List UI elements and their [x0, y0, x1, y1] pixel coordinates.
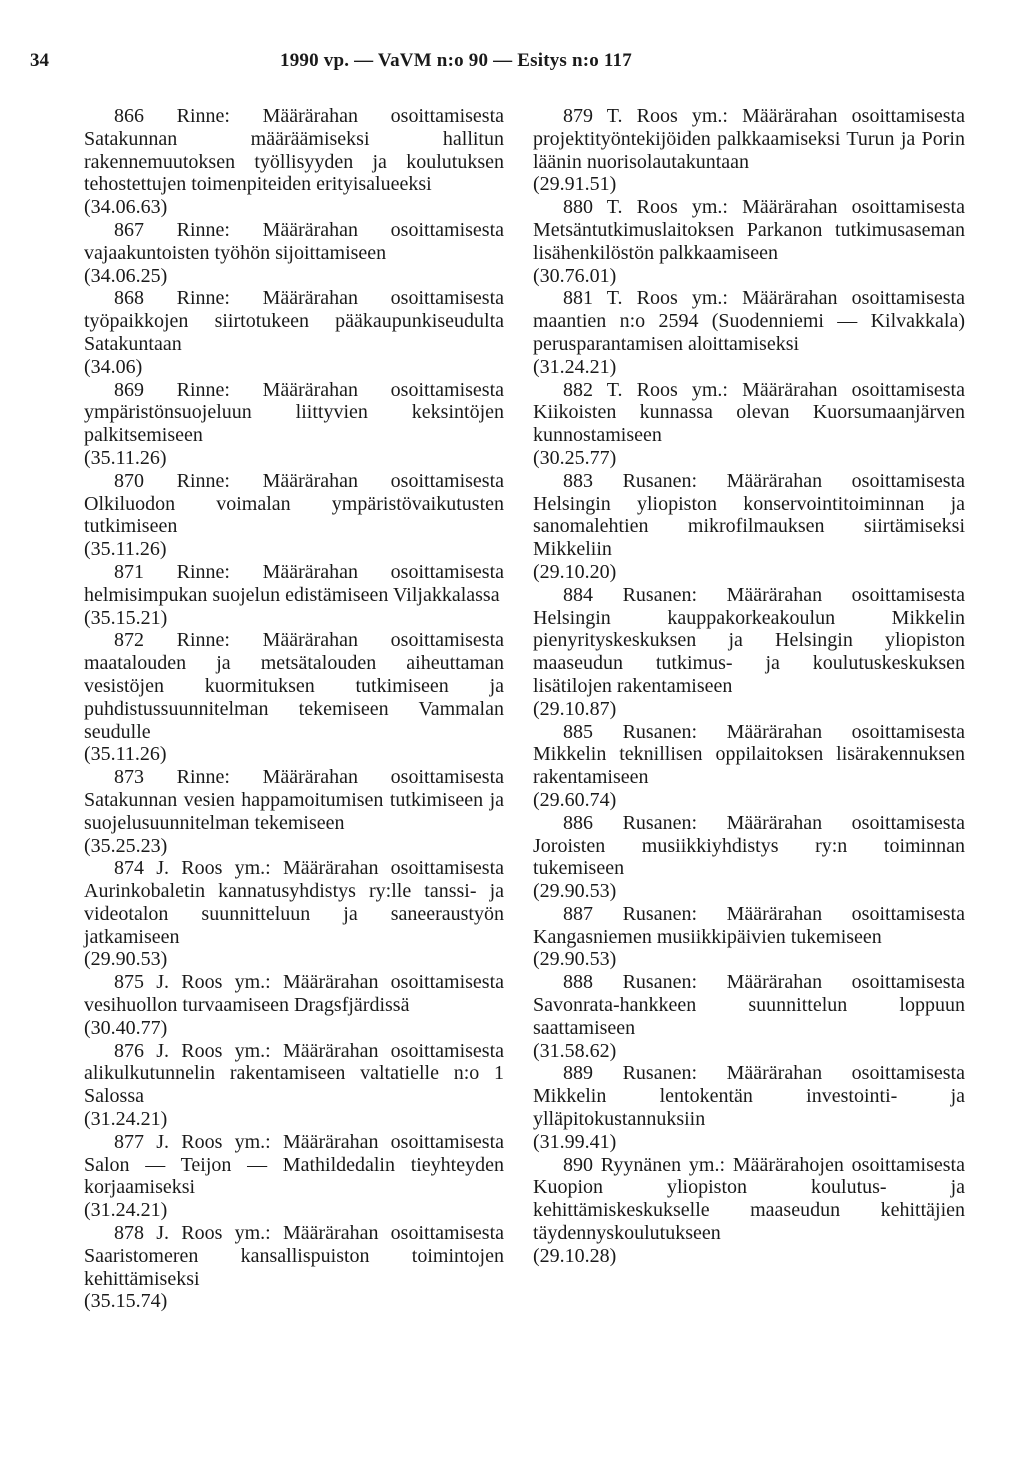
running-title: 1990 vp. — VaVM n:o 90 — Esitys n:o 117 [280, 50, 632, 71]
motion-entry [84, 470, 504, 561]
motion-entry [84, 857, 504, 971]
motion-text: 869 Rinne: Määrärahan osoittamisesta ympäristönsuojeluun liittyvien keksintöjen palkitsemiseen [84, 378, 504, 447]
motion-text: 881 T. Roos ym.: Määrärahan osoittamisesta maantien n:o 2594 (Suodenniemi — Kilvakkala) perusparantamisen aloittamiseksi [533, 287, 965, 355]
motion-entry [533, 287, 965, 378]
motion-text: 868 Rinne: Määrärahan osoittamisesta työpaikkojen siirtotukeen pääkaupunkiseudulta Satakuntaan [84, 287, 504, 355]
budget-reference: (29.10.87) [533, 697, 617, 720]
page-number: 34 [30, 50, 49, 71]
right-column [533, 105, 965, 1268]
budget-reference: (34.06) [84, 355, 143, 378]
budget-reference: (30.25.77) [533, 446, 617, 469]
motion-entry [84, 561, 504, 629]
motion-entry [533, 1062, 965, 1153]
motion-text: 880 T. Roos ym.: Määrärahan osoittamisesta Metsäntutkimuslaitoksen Parkanon tutkimusaseman lisähenkilöstön palkkaamiseen [533, 196, 965, 264]
motion-entry [84, 971, 504, 1039]
budget-reference: (30.40.77) [84, 1016, 168, 1039]
motion-text: 871 Rinne: Määrärahan osoittamisesta helmisimpukan suojelun edistämiseen Viljakkalassa [84, 560, 504, 606]
motion-text: 884 Rusanen: Määrärahan osoittamisesta Helsingin kauppakorkeakoulun Mikkelin pienyrityskeskuksen ja Helsingin yliopiston maaseudun tutkimus- ja koulutuskeskuksen lisätilojen rakentamiseen [533, 583, 965, 697]
budget-reference: (31.24.21) [84, 1108, 168, 1131]
motion-entry [533, 470, 965, 584]
motion-text: 885 Rusanen: Määrärahan osoittamisesta Mikkelin teknillisen oppilaitoksen lisärakennuksen rakentamiseen [533, 720, 965, 789]
motion-entry [533, 903, 965, 971]
motion-text: 886 Rusanen: Määrärahan osoittamisesta Joroisten musiikkiyhdistys ry:n toiminnan tukemiseen [533, 811, 965, 880]
budget-reference: (31.24.21) [533, 355, 617, 378]
motion-entry [84, 287, 504, 378]
budget-reference: (30.76.01) [533, 264, 617, 287]
motion-text: 888 Rusanen: Määrärahan osoittamisesta Savonrata-hankkeen suunnittelun loppuun saattamiseen [533, 971, 965, 1039]
motion-entry [84, 219, 504, 287]
budget-reference: (29.60.74) [533, 788, 617, 811]
budget-reference: (29.90.53) [533, 948, 617, 971]
budget-reference: (29.90.53) [533, 880, 617, 903]
motion-entry [84, 1131, 504, 1222]
budget-reference: (35.11.26) [84, 743, 167, 766]
motion-entry [84, 1222, 504, 1313]
motion-text: 876 J. Roos ym.: Määrärahan osoittamisesta alikulkutunnelin rakentamiseen valtatielle n:o 1 Salossa [84, 1039, 504, 1108]
budget-reference: (35.15.21) [84, 606, 168, 629]
motion-entry [84, 379, 504, 470]
budget-reference: (34.06.25) [84, 264, 168, 287]
motion-text: 872 Rinne: Määrärahan osoittamisesta maatalouden ja metsätalouden aiheuttaman vesistöjen kuormituksen tutkimiseen ja puhdistussuunnitelman tekemiseen Vammalan seudulle [84, 629, 504, 743]
budget-reference: (35.15.74) [84, 1290, 168, 1313]
budget-reference: (34.06.63) [84, 196, 168, 219]
motion-entry [533, 971, 965, 1062]
budget-reference: (29.90.53) [84, 948, 168, 971]
left-column [84, 105, 504, 1313]
motion-text: 875 J. Roos ym.: Määrärahan osoittamisesta vesihuollon turvaamiseen Dragsfjärdissä [84, 971, 504, 1017]
motion-text: 879 T. Roos ym.: Määrärahan osoittamisesta projektityöntekijöiden palkkaamiseksi Turun ja Porin läänin nuorisolautakuntaan [533, 105, 965, 173]
budget-reference: (29.10.20) [533, 560, 617, 583]
motion-entry [533, 105, 965, 196]
budget-reference: (35.11.26) [84, 446, 167, 469]
motion-entry [533, 812, 965, 903]
motion-text: 889 Rusanen: Määrärahan osoittamisesta Mikkelin lentokentän investointi- ja ylläpitokustannuksiin [533, 1062, 965, 1131]
motion-text: 882 T. Roos ym.: Määrärahan osoittamisesta Kiikoisten kunnassa olevan Kuorsumaanjärven kunnostamiseen [533, 378, 965, 447]
motion-entry [84, 105, 504, 219]
motion-text: 883 Rusanen: Määrärahan osoittamisesta Helsingin yliopiston konservointitoiminnan ja sanomalehtien mikrofilmauksen siirtämiseksi Mikkeliin [533, 469, 965, 561]
motion-text: 866 Rinne: Määrärahan osoittamisesta Satakunnan määräämiseksi hallitun rakennemuutoksen työllisyyden ja koulutuksen tehostettujen toimenpiteiden erityisalueeksi [84, 105, 504, 196]
motion-text: 887 Rusanen: Määrärahan osoittamisesta Kangasniemen musiikkipäivien tukemiseen [533, 902, 965, 948]
budget-reference: (29.91.51) [533, 173, 617, 196]
budget-reference: (35.25.23) [84, 834, 168, 857]
motion-text: 874 J. Roos ym.: Määrärahan osoittamisesta Aurinkobaletin kannatusyhdistys ry:lle tanssi- ja videotalon suunnitteluun ja saneeraustyön jatkamiseen [84, 857, 504, 948]
budget-reference: (35.11.26) [84, 538, 167, 561]
motion-entry [533, 584, 965, 721]
budget-reference: (31.24.21) [84, 1199, 168, 1222]
motion-text: 870 Rinne: Määrärahan osoittamisesta Olkiluodon voimalan ympäristövaikutusten tutkimiseen [84, 469, 504, 538]
motion-text: 878 J. Roos ym.: Määrärahan osoittamisesta Saaristomeren kansallispuiston toimintojen kehittämiseksi [84, 1222, 504, 1290]
motion-text: 873 Rinne: Määrärahan osoittamisesta Satakunnan vesien happamoitumisen tutkimiseen ja suojelusuunnitelman tekemiseen [84, 766, 504, 834]
motion-text: 867 Rinne: Määrärahan osoittamisesta vajaakuntoisten työhön sijoittamiseen [84, 218, 504, 264]
motion-entry [533, 721, 965, 812]
budget-reference: (29.10.28) [533, 1244, 617, 1267]
motion-entry [533, 196, 965, 287]
motion-entry [84, 629, 504, 766]
motion-entry [533, 1154, 965, 1268]
page-header [30, 50, 994, 80]
motion-text: 877 J. Roos ym.: Määrärahan osoittamisesta Salon — Teijon — Mathildedalin tieyhteyden korjaamiseksi [84, 1130, 504, 1199]
motion-entry [533, 379, 965, 470]
budget-reference: (31.58.62) [533, 1039, 617, 1062]
motion-entry [84, 766, 504, 857]
motion-text: 890 Ryynänen ym.: Määrärahojen osoittamisesta Kuopion yliopiston koulutus- ja kehittämiskeskukselle maaseudun kehittäjien täydennyskoulutukseen [533, 1153, 965, 1245]
budget-reference: (31.99.41) [533, 1130, 617, 1153]
motion-entry [84, 1040, 504, 1131]
